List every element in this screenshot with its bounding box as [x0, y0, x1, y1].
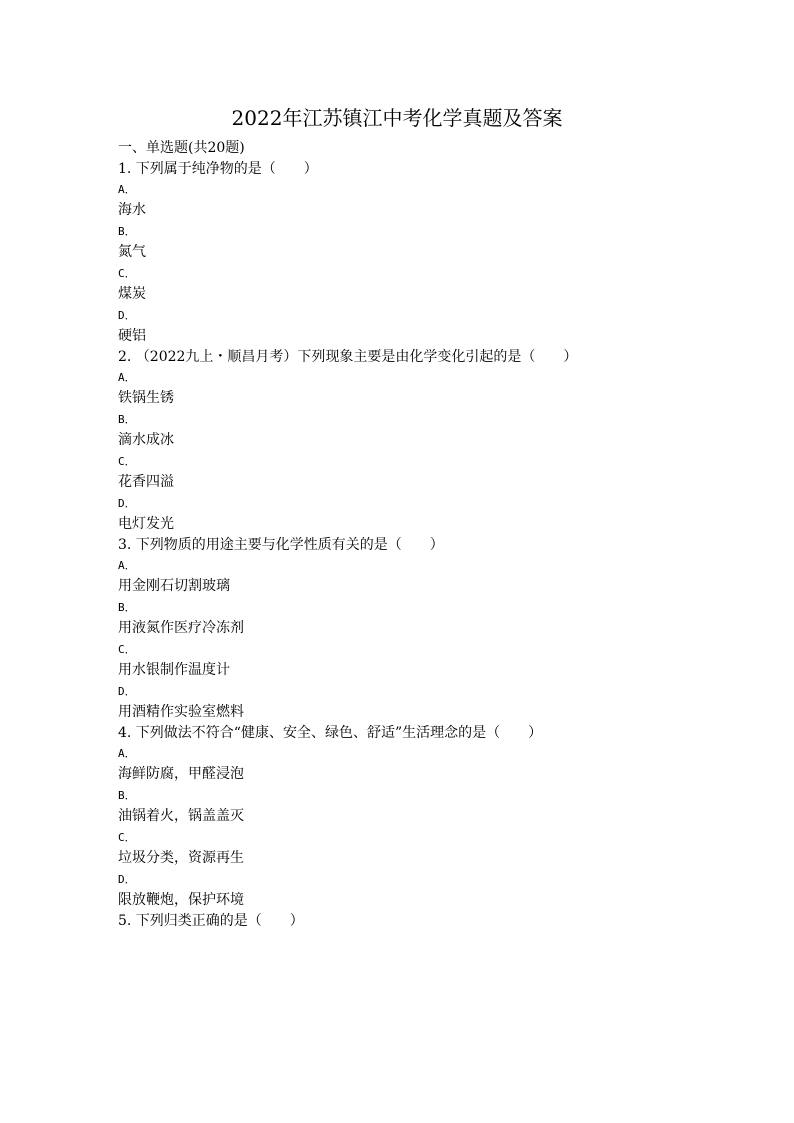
option-letter: C．	[118, 643, 136, 656]
question-stem: 3. 下列物质的用途主要与化学性质有关的是（ ）	[118, 537, 444, 553]
page-title: 2022年江苏镇江中考化学真题及答案	[231, 106, 563, 130]
option-text: 海鲜防腐，甲醛浸泡	[118, 766, 244, 782]
question-1	[118, 160, 718, 348]
option-text: 用金刚石切割玻璃	[118, 578, 230, 594]
question-5	[118, 912, 718, 932]
question-4	[118, 724, 718, 912]
option-letter: D．	[118, 873, 136, 886]
option-letter: B．	[118, 225, 136, 238]
option-letter: C．	[118, 455, 136, 468]
option-text: 电灯发光	[118, 516, 174, 532]
option-text: 海水	[118, 202, 146, 218]
option-letter: A．	[118, 183, 136, 196]
option-letter: C．	[118, 267, 136, 280]
option-text: 油锅着火，锅盖盖灭	[118, 808, 244, 824]
option-letter: D．	[118, 497, 136, 510]
option-letter: D．	[118, 685, 136, 698]
question-stem: 4. 下列做法不符合“健康、安全、绿色、舒适”生活理念的是（ ）	[118, 725, 543, 741]
option-text: 煤炭	[118, 286, 146, 302]
option-text: 铁锅生锈	[118, 390, 174, 406]
option-text: 硬铝	[118, 328, 146, 344]
option-text: 用液氮作医疗冷冻剂	[118, 620, 244, 636]
option-text: 垃圾分类，资源再生	[118, 850, 244, 866]
option-letter: B．	[118, 601, 136, 614]
question-stem: 1. 下列属于纯净物的是（ ）	[118, 161, 318, 177]
section-heading: 一、单选题(共20题)	[118, 140, 245, 156]
option-text: 用水银制作温度计	[118, 662, 230, 678]
option-letter: A．	[118, 559, 136, 572]
question-2	[118, 348, 718, 536]
question-stem: 5. 下列归类正确的是（ ）	[118, 913, 304, 929]
question-stem: 2. （2022九上・顺昌月考）下列现象主要是由化学变化引起的是（ ）	[118, 349, 578, 365]
option-letter: A．	[118, 371, 136, 384]
option-text: 滴水成冰	[118, 432, 174, 448]
option-text: 限放鞭炮，保护环境	[118, 892, 244, 908]
option-letter: A．	[118, 747, 136, 760]
option-letter: C．	[118, 831, 136, 844]
question-list	[118, 139, 718, 932]
question-3	[118, 536, 718, 724]
option-text: 氮气	[118, 244, 146, 260]
option-letter: B．	[118, 413, 136, 426]
option-text: 用酒精作实验室燃料	[118, 704, 244, 720]
option-letter: B．	[118, 789, 136, 802]
option-text: 花香四溢	[118, 474, 174, 490]
option-letter: D．	[118, 309, 136, 322]
